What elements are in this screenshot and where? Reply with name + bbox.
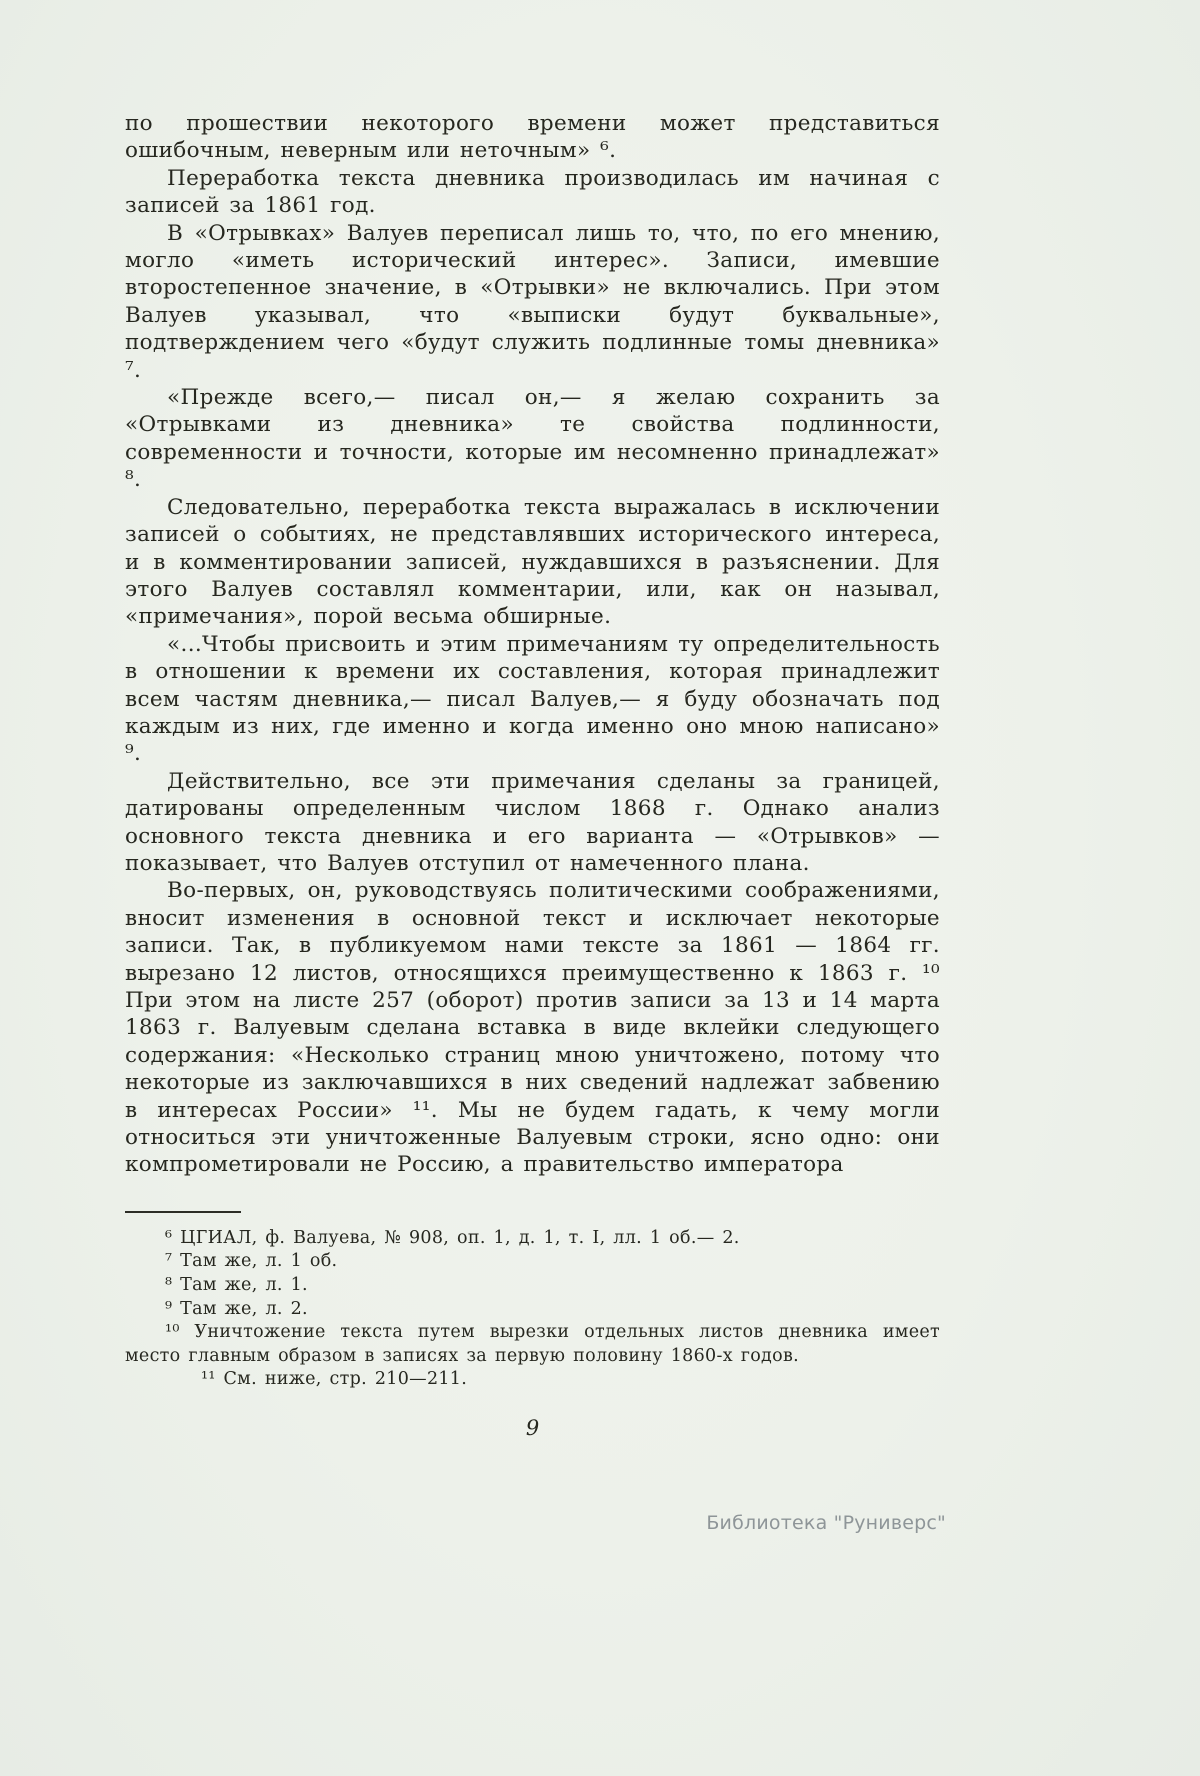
paragraph: Переработка текста дневника производилась им начиная с записей за 1861 год. <box>125 165 940 219</box>
footnotes <box>125 1227 940 1392</box>
paragraph: Следовательно, переработка текста выражалась в исключении записей о событиях, не представлявших исторического интереса, и в комментировании записей, нуждавшихся в разъяснении. Для этого Валуев составлял комментарии, или, как он называл, «примечания», порой весьма обширные. <box>125 494 940 630</box>
watermark-runivers: Библиотека "Руниверс" <box>706 1512 946 1534</box>
text-column <box>125 110 940 1392</box>
page-number: 9 <box>525 1416 540 1440</box>
footnote: ¹⁰ Уничтожение текста путем вырезки отдельных листов дневника имеет место главным образом в записях за первую половину 1860-х годов. <box>125 1322 940 1366</box>
paragraph: Во-первых, он, руководствуясь политическими соображениями, вносит изменения в основной текст и исключает некоторые записи. Так, в публикуемом нами тексте за 1861 — 1864 гг. вырезано 12 листов, относящихся преимущественно к 1863 г. ¹⁰ При этом на листе 257 (оборот) против записи за 13 и 14 марта 1863 г. Валуевым сделана вставка в виде вклейки следующего содержания: «Несколько страниц мною уничтожено, потому что некоторые из заключавшихся в них сведений надлежат забвению в интересах России» ¹¹. Мы не будем гадать, к чему могли относиться эти уничтоженные Валуевым строки, ясно одно: они компрометировали не Россию, а правительство императора <box>125 878 940 1178</box>
footnote: ⁷ Там же, л. 1 об. <box>165 1251 338 1272</box>
footnote: ⁸ Там же, л. 1. <box>165 1275 308 1296</box>
footnote: ¹¹ См. ниже, стр. 210—211. <box>201 1369 468 1390</box>
paragraph: В «Отрывках» Валуев переписал лишь то, что, по его мнению, могло «иметь исторический интерес». Записи, имевшие второстепенное значение, в «Отрывки» не включались. При этом Валуев указывал, что «выписки будут буквальные», подтверждением чего «будут служить подлинные томы дневника» ⁷. <box>125 220 940 383</box>
main-text <box>125 110 940 1179</box>
paragraph: «...Чтобы присвоить и этим примечаниям ту определительность в отношении к времени их составления, которая принадлежит всем частям дневника,— писал Валуев,— я буду обозначать под каждым из них, где именно и когда именно оно мною написано» ⁹. <box>125 631 940 767</box>
footnote: ⁶ ЦГИАЛ, ф. Валуева, № 908, оп. 1, д. 1, т. I, лл. 1 об.— 2. <box>165 1227 740 1248</box>
paragraph: по прошествии некоторого времени может представиться ошибочным, неверным или неточным» ⁶. <box>125 111 940 164</box>
footnote: ⁹ Там же, л. 2. <box>165 1298 308 1319</box>
paragraph: «Прежде всего,— писал он,— я желаю сохранить за «Отрывками из дневника» те свойства подлинности, современности и точности, которые им несомненно принадлежат» ⁸. <box>125 385 940 493</box>
paragraph: Действительно, все эти примечания сделаны за границей, датированы определенным числом 1868 г. Однако анализ основного текста дневника и его варианта — «Отрывков» — показывает, что Валуев отступил от намеченного плана. <box>125 768 940 876</box>
footnote-separator-rule <box>125 1211 241 1213</box>
